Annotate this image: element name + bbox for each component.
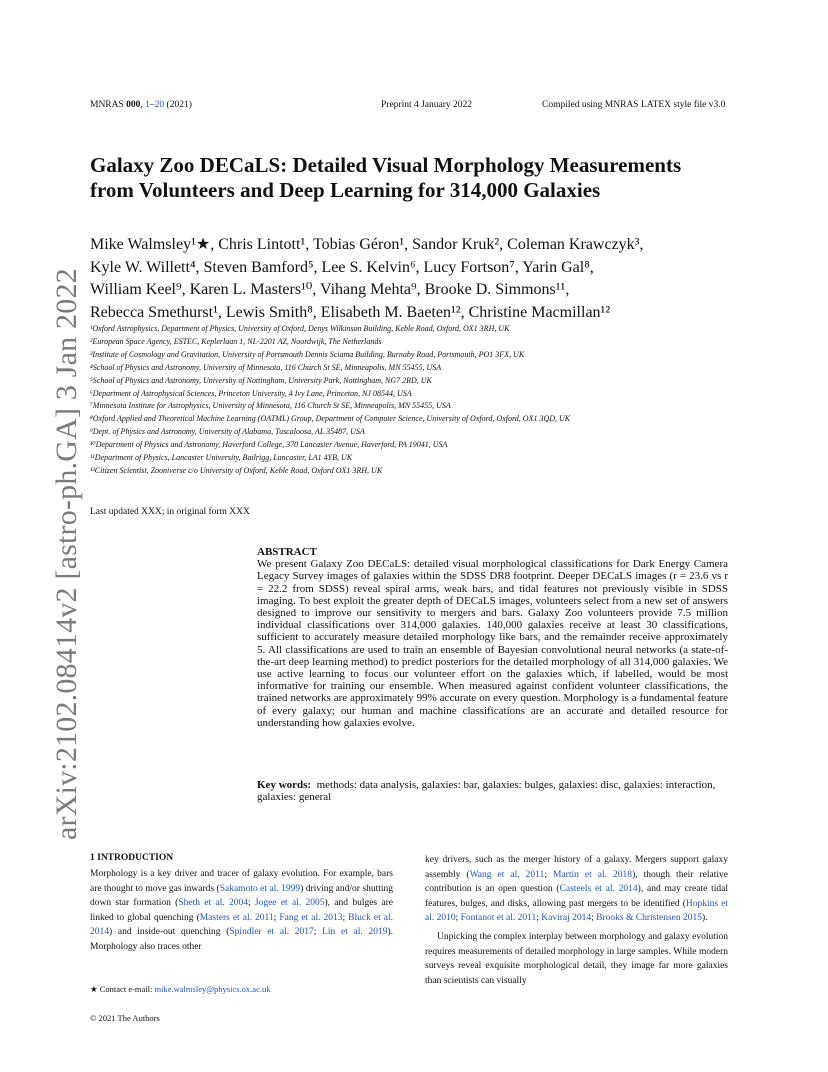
paper-title — [90, 153, 750, 203]
compiled-note: Compiled using MNRAS LATEX style file v3.0 — [542, 100, 726, 110]
affiliations — [90, 323, 780, 478]
arxiv-identifier: arXiv:2102.08414v2 [astro-ph.GA] 3 Jan 2022 — [50, 268, 83, 840]
citation-link[interactable]: Masters et al. 2011 — [199, 912, 274, 923]
citation-link[interactable]: Casteels et al. 2014 — [559, 884, 638, 895]
intro-col2-paragraph-1: key drivers, such as the merger history of a galaxy. Mergers support galaxy assembly (Wang et al. 2011; Martin et al. 2018), though their relative contribution is an open question (Casteels et al. 2014), and may create tidal features, bulges, and disks, allowing past mergers to be identified (Hopkins et al. 2010; Fontanot et al. 2011; Kaviraj 2014; Brooks & Christensen 2015). — [425, 855, 729, 924]
authors-line-1: Mike Walmsley¹★, Chris Lintott¹, Tobias Géron¹, Sandor Kruk², Coleman Krawczyk³, — [90, 236, 644, 253]
intro-col2-paragraph-2: Unpicking the complex interplay between morphology and galaxy evolution requires measurements of detailed morphology in large samples. While modern surveys reveal exquisite morphological detail, they image far more galaxies than scientists can visually — [425, 931, 728, 986]
keywords-text: methods: data analysis, galaxies: bar, galaxies: bulges, galaxies: disc, galaxies: interaction, galaxies: general — [257, 779, 716, 804]
affiliation-1: ¹Oxford Astrophysics, Department of Physics, University of Oxford, Denys Wilkinson Building, Keble Road, Oxford, OX1 3RH, UK — [90, 324, 510, 333]
authors-line-3: William Keel⁹, Karen L. Masters¹⁰, Vihang Mehta⁹, Brooke D. Simmons¹¹, — [90, 281, 570, 298]
citation-link[interactable]: Kaviraj 2014 — [541, 913, 592, 924]
title-line-1: Galaxy Zoo DECaLS: Detailed Visual Morphology Measurements — [90, 153, 682, 177]
abstract — [257, 546, 728, 729]
last-updated: Last updated XXX; in original form XXX — [90, 507, 250, 517]
intro-column-1: Morphology is a key driver and tracer of galaxy evolution. For example, bars are thought to move gas inwards (Sakamoto et al. 1999) driving and/or shutting down star formation (Sheth et al. 2004; Jogee et al. 2005), and bulges are linked to global quenching (Masters et al. 2011; Fang et al. 2013; Bluck et al. 2014) and inside-out quenching (Spindler et al. 2017; Lin et al. 2019). Morphology also traces other — [90, 869, 394, 952]
citation-link[interactable]: Fontanot et al. 2011 — [460, 913, 537, 924]
section-heading-introduction: 1 INTRODUCTION — [90, 853, 174, 863]
authors-line-4: Rebecca Smethurst¹, Lewis Smith⁸, Elisabeth M. Baeten¹², Christine Macmillan¹² — [90, 303, 611, 321]
author-list — [90, 234, 750, 324]
authors-line-2: Kyle W. Willett⁴, Steven Bamford⁵, Lee S. Kelvin⁶, Lucy Fortson⁷, Yarin Gal⁸, — [90, 258, 594, 276]
title-line-2: from Volunteers and Deep Learning for 314,000 Galaxies — [90, 178, 601, 202]
citation-link[interactable]: Fang et al. 2013 — [279, 912, 343, 923]
citation-link[interactable]: Spindler et al. 2017 — [229, 927, 314, 938]
keywords — [257, 779, 728, 803]
citation-link[interactable]: Hopkins et al. 2010 — [425, 898, 729, 924]
citation-link[interactable]: Bluck et al. 2014 — [90, 912, 394, 938]
affiliation-4: ⁴School of Physics and Astronomy, University of Minnesota, 116 Church St SE, Minneapolis, MN 55455, USA — [90, 362, 442, 372]
citation-link[interactable]: Brooks & Christensen 2015 — [596, 913, 702, 924]
affiliation-11: ¹¹Department of Physics, Lancaster University, Bailrigg, Lancaster, LA1 4YB, UK — [90, 453, 353, 463]
preprint-date: Preprint 4 January 2022 — [381, 100, 473, 110]
footnote: ★ Contact e-mail: mike.walmsley@physics.ox.ac.uk — [90, 984, 271, 994]
intro-column-2 — [425, 853, 728, 988]
affiliation-5: ⁵School of Physics and Astronomy, University of Nottingham, University Park, Nottingham, NG7 2RD, UK — [90, 375, 432, 385]
affiliation-9: ⁹Dept. of Physics and Astronomy, University of Alabama, Tuscaloosa, AL 35487, USA — [90, 427, 365, 437]
affiliation-6: ⁶Department of Astrophysical Sciences, Princeton University, 4 Ivy Lane, Princeton, NJ 08544, USA — [90, 388, 412, 398]
citation-link[interactable]: Sheth et al. 2004 — [178, 898, 248, 909]
affiliation-8: ⁸Oxford Applied and Theoretical Machine Learning (OATML) Group, Department of Computer Science, University of Oxford, Oxford, OX1 3QD, UK — [90, 414, 571, 424]
affiliation-12: ¹²Citizen Scientist, Zooniverse c/o University of Oxford, Keble Road, Oxford OX1 3RH, UK — [90, 465, 383, 475]
citation-link[interactable]: Wang et al. 2011 — [469, 869, 545, 880]
citation-link[interactable]: Jogee et al. 2005 — [254, 898, 325, 909]
abstract-text: We present Galaxy Zoo DECaLS: detailed visual morphological classifications for Dark Energy Camera Legacy Survey images of galaxies within the SDSS DR8 footprint. Deeper DECaLS images (r = 23.6 vs r = 22.2 from SDSS) reveal spiral arms, weak bars, and tidal features not previously visible in SDSS imaging. To best exploit the greater depth of DECaLS images, volunteers select from a new set of answers designed to improve our sensitivity to mergers and bars. Galaxy Zoo volunteers provide 7.5 million individual classifications over 314,000 galaxies. 140,000 galaxies receive at least 30 classifications, sufficient to accurately measure detailed morphology like bars, and the remainder receive approximately 5. All classifications are used to train an ensemble of Bayesian convolutional neural networks (a state-of-the-art deep learning method) to predict posteriors for the detailed morphology of all 314,000 galaxies. We use active learning to focus our volunteer effort on the galaxies which, if labelled, would be most informative for training our ensemble. When measured against confident volunteer classifications, the trained networks are approximately 99% accurate on every question. Morphology is a fundamental feature of every galaxy; our human and machine classifications are an accurate and detailed resource for understanding how galaxies evolve. — [257, 558, 728, 729]
affiliation-7: ⁷Minnesota Institute for Astrophysics, University of Minnesota, 116 Church St SE, Minneapolis, MN 55455, USA — [90, 401, 451, 411]
affiliation-3: ³Institute of Cosmology and Gravitation, University of Portsmouth Dennis Sciama Building, Burnaby Road, Portsmouth, PO1 3FX, UK — [90, 349, 525, 359]
citation-link[interactable]: Lin et al. 2019 — [322, 927, 388, 938]
copyright: © 2021 The Authors — [90, 1013, 160, 1023]
contact-email-link[interactable]: mike.walmsley@physics.ox.ac.uk — [154, 984, 271, 994]
journal-volume: 000 — [126, 100, 141, 110]
abstract-heading: ABSTRACT — [257, 546, 317, 558]
citation-link[interactable]: Sakamoto et al. 1999 — [219, 883, 301, 894]
affiliation-2: ²European Space Agency, ESTEC, Keplerlaan 1, NL-2201 AZ, Noordwijk, The Netherlands — [90, 336, 382, 346]
running-header-journal: MNRAS 000, 1–20 (2021) — [90, 100, 192, 110]
citation-link[interactable]: Martin et al. 2018 — [553, 869, 633, 880]
first-page-link[interactable]: 1 — [145, 100, 150, 110]
keywords-label: Key words: — [257, 779, 312, 791]
affiliation-10: ¹⁰Department of Physics and Astronomy, Haverford College, 370 Lancaster Avenue, Haverford, PA 19041, USA — [90, 440, 448, 450]
last-page-link[interactable]: 20 — [154, 100, 165, 110]
footnote-star-icon: ★ — [90, 984, 98, 994]
